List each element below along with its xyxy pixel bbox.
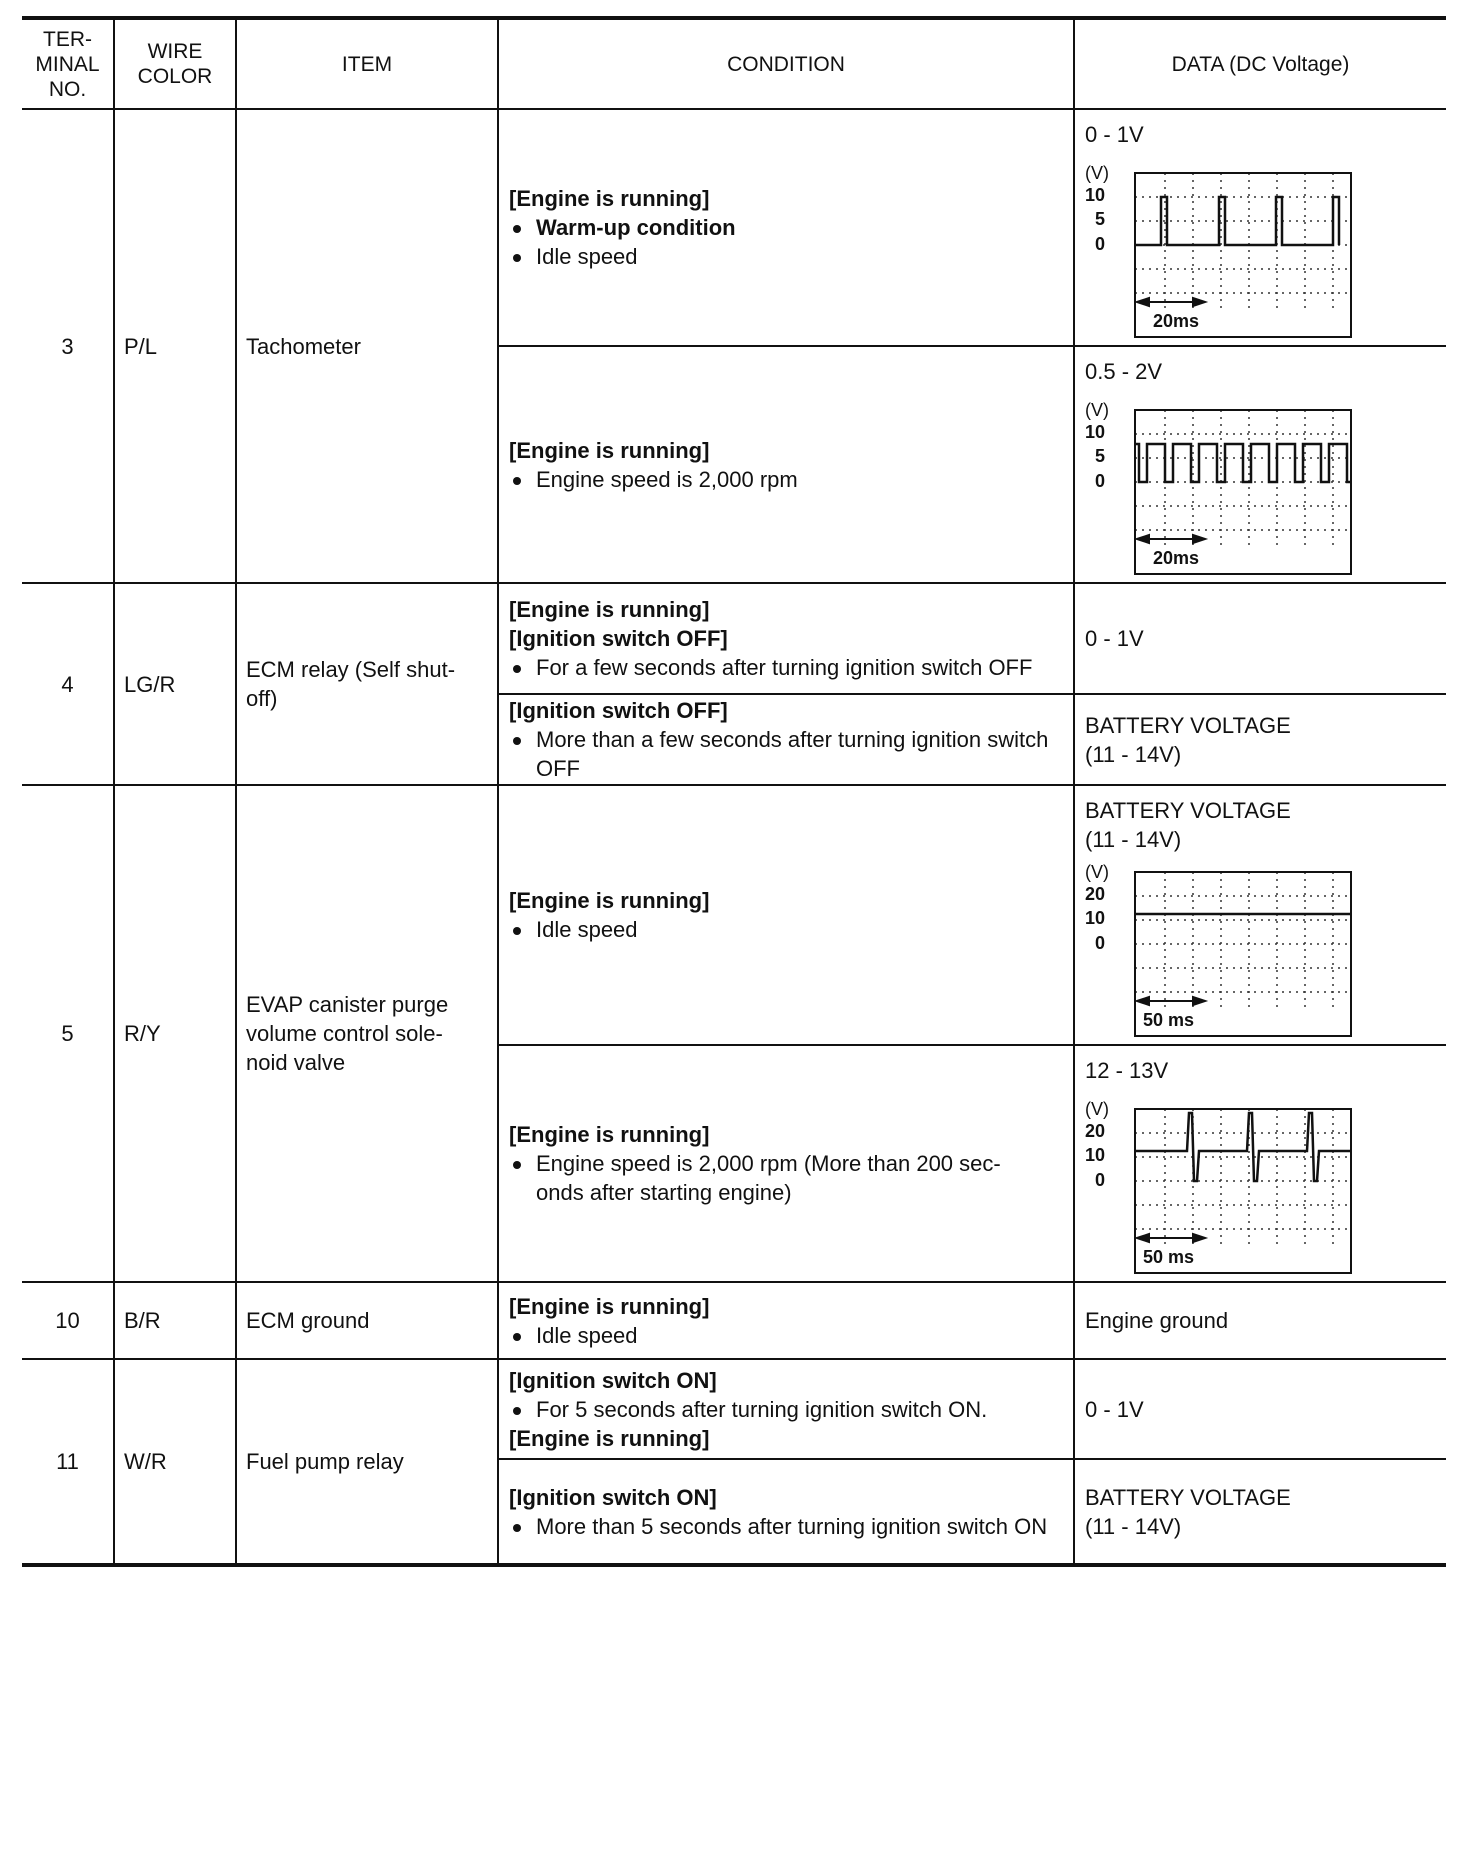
item-name: ECM ground <box>236 1282 498 1359</box>
y-tick: 10 <box>1085 185 1106 205</box>
data-value: 0 - 1V <box>1085 122 1144 147</box>
waveform-evap-2000rpm <box>1085 1095 1360 1281</box>
y-unit: (V) <box>1085 400 1109 420</box>
item-name: EVAP canister purge volume control sole- noid valve <box>236 785 498 1282</box>
waveform-tach-idle <box>1085 159 1360 345</box>
condition-cell: [Ignition switch ON] More than 5 seconds after turning ignition switch ON <box>498 1459 1074 1565</box>
wire-color: P/L <box>114 109 236 583</box>
col-terminal-no: TER- MINAL NO. <box>22 18 114 109</box>
data-value: BATTERY VOLTAGE (11 - 14V) <box>1085 798 1291 852</box>
data-cell <box>1074 583 1446 694</box>
y-tick: 20 <box>1085 884 1106 904</box>
y-tick: 10 <box>1085 422 1106 442</box>
table-row <box>22 1359 1446 1459</box>
table-row <box>22 583 1446 694</box>
y-tick: 0 <box>1095 1170 1106 1190</box>
time-scale: 20ms <box>1153 311 1200 331</box>
time-scale: 50 ms <box>1143 1247 1195 1267</box>
waveform-evap-idle <box>1085 858 1360 1044</box>
waveform-plot <box>1095 858 1360 1044</box>
condition-cell: [Engine is running] Engine speed is 2,000 rpm <box>498 346 1074 583</box>
data-value: Engine ground <box>1085 1308 1229 1333</box>
y-tick: 5 <box>1095 446 1106 466</box>
y-tick: 10 <box>1085 1145 1106 1165</box>
y-tick: 10 <box>1085 908 1106 928</box>
waveform-plot <box>1095 396 1360 582</box>
data-value: BATTERY VOLTAGE (11 - 14V) <box>1085 1484 1291 1539</box>
terminal-no: 5 <box>22 785 114 1282</box>
terminal-data-table <box>22 16 1446 1567</box>
data-cell <box>1074 1045 1446 1282</box>
y-tick: 0 <box>1095 933 1106 953</box>
data-cell <box>1074 109 1446 346</box>
data-value: BATTERY VOLTAGE (11 - 14V) <box>1085 712 1291 767</box>
waveform-tach-2000rpm <box>1085 396 1360 582</box>
col-item: ITEM <box>236 18 498 109</box>
waveform-plot <box>1095 1095 1360 1281</box>
col-data: DATA (DC Voltage) <box>1074 18 1446 109</box>
condition-cell: [Ignition switch OFF] More than a few seconds after turning ignition switch OFF <box>498 694 1074 785</box>
data-value: 0 - 1V <box>1085 1396 1144 1422</box>
table-row <box>22 1282 1446 1359</box>
y-tick: 20 <box>1085 1121 1106 1141</box>
col-wire-color: WIRE COLOR <box>114 18 236 109</box>
condition-cell: [Engine is running] Warm-up condition Idle speed <box>498 109 1074 346</box>
y-tick: 5 <box>1095 209 1106 229</box>
wire-color: W/R <box>114 1359 236 1565</box>
table-row <box>22 785 1446 1045</box>
data-cell <box>1074 1359 1446 1459</box>
terminal-no: 3 <box>22 109 114 583</box>
wire-color: B/R <box>114 1282 236 1359</box>
condition-cell: [Engine is running] [Ignition switch OFF] For a few seconds after turning ignition switch OFF <box>498 583 1074 694</box>
time-scale: 50 ms <box>1143 1010 1195 1030</box>
header-row <box>22 18 1446 109</box>
terminal-no: 4 <box>22 583 114 785</box>
data-cell <box>1074 346 1446 583</box>
item-name: Fuel pump relay <box>236 1359 498 1565</box>
data-cell <box>1074 694 1446 785</box>
terminal-no: 11 <box>22 1359 114 1565</box>
data-cell <box>1074 1459 1446 1565</box>
y-unit: (V) <box>1085 1099 1109 1119</box>
table-row <box>22 109 1446 346</box>
data-value: 0 - 1V <box>1085 626 1144 651</box>
y-unit: (V) <box>1085 163 1109 183</box>
y-tick: 0 <box>1095 234 1106 254</box>
condition-cell: [Ignition switch ON] For 5 seconds after turning ignition switch ON. [Engine is running] <box>498 1359 1074 1459</box>
data-cell <box>1074 1282 1446 1359</box>
data-value: 0.5 - 2V <box>1085 359 1163 384</box>
condition-cell: [Engine is running] Idle speed <box>498 1282 1074 1359</box>
wire-color: LG/R <box>114 583 236 785</box>
y-tick: 0 <box>1095 471 1106 491</box>
data-cell <box>1074 785 1446 1045</box>
waveform-plot <box>1095 159 1360 345</box>
wire-color: R/Y <box>114 785 236 1282</box>
terminal-no: 10 <box>22 1282 114 1359</box>
condition-cell: [Engine is running] Engine speed is 2,000 rpm (More than 200 sec- onds after starting engine) <box>498 1045 1074 1282</box>
time-scale: 20ms <box>1153 548 1200 568</box>
y-unit: (V) <box>1085 862 1109 882</box>
item-name: Tachometer <box>236 109 498 583</box>
col-condition: CONDITION <box>498 18 1074 109</box>
data-value: 12 - 13V <box>1085 1058 1169 1083</box>
condition-cell: [Engine is running] Idle speed <box>498 785 1074 1045</box>
item-name: ECM relay (Self shut- off) <box>236 583 498 785</box>
